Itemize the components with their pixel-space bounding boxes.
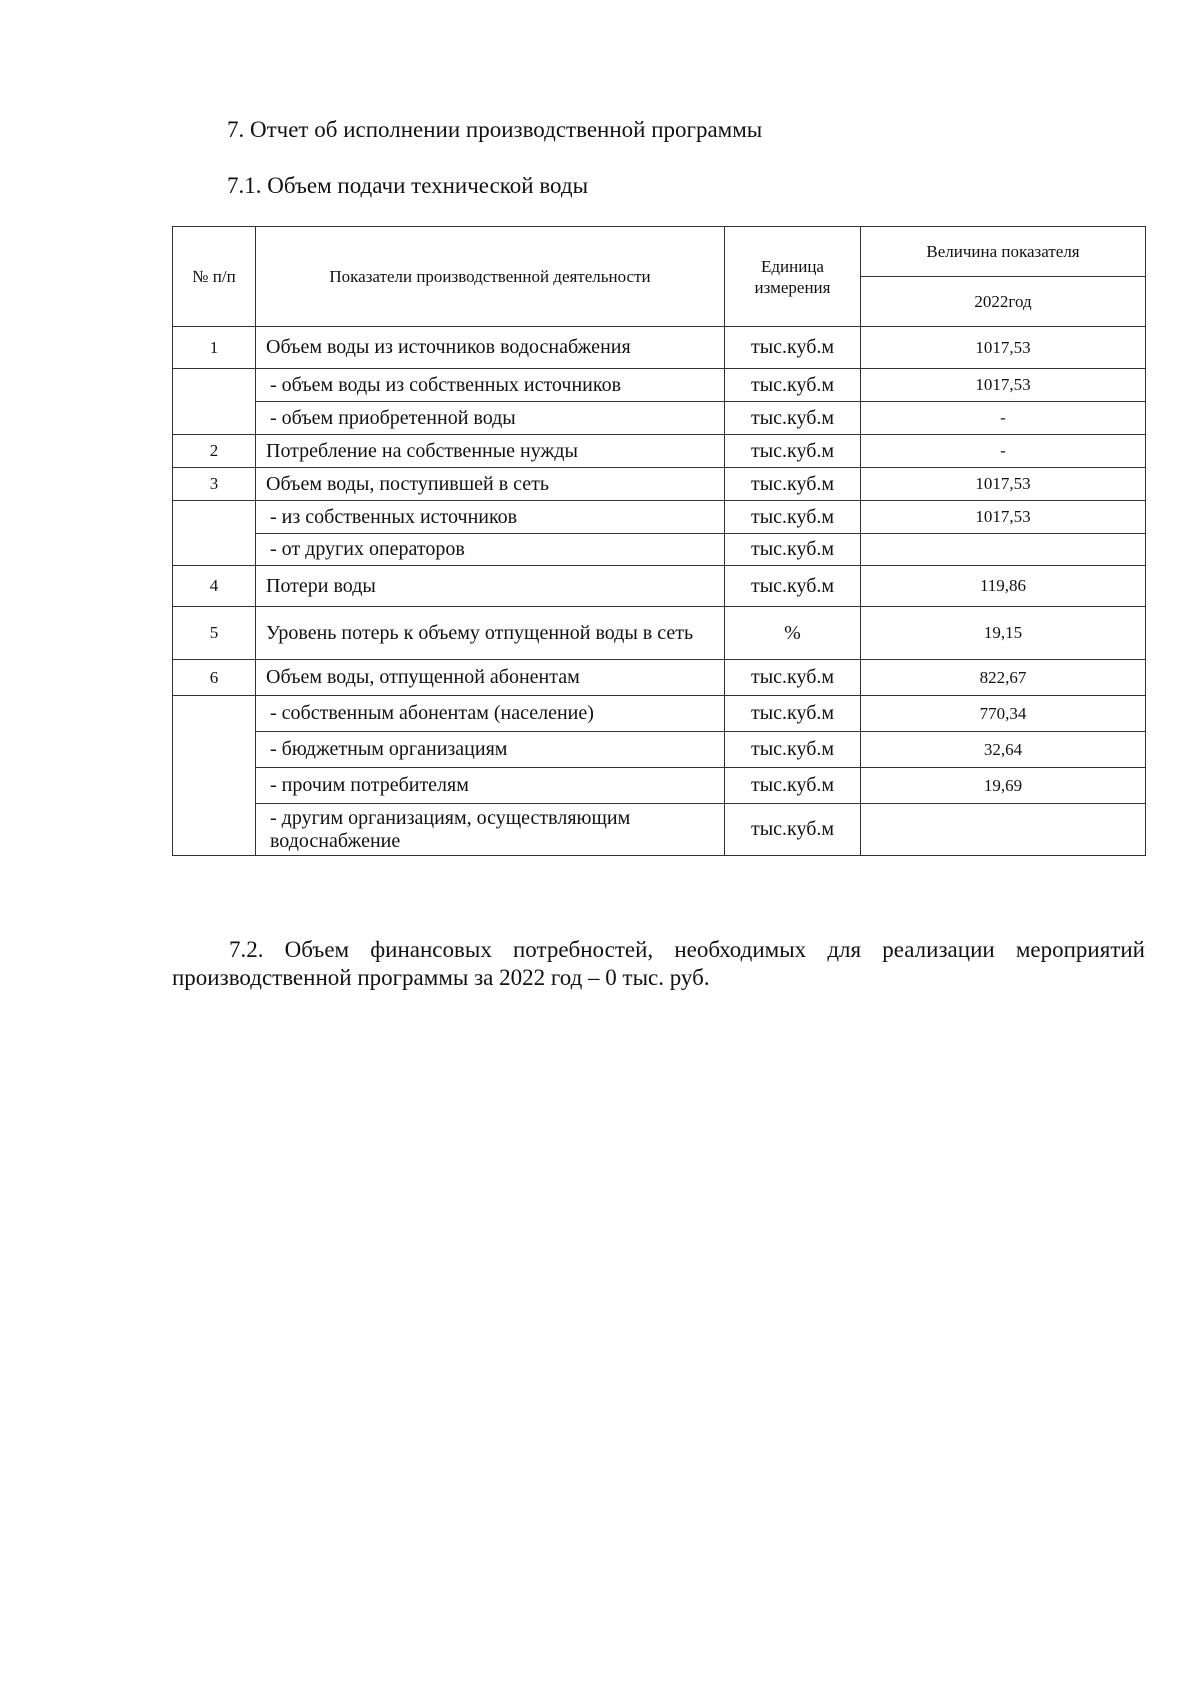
- row-unit: тыс.куб.м: [725, 534, 861, 566]
- row-unit: %: [725, 607, 861, 660]
- row-value: 1017,53: [861, 327, 1146, 369]
- row-indicator: Объем воды, поступившей в сеть: [256, 468, 725, 501]
- row-indicator: Уровень потерь к объему отпущенной воды в сеть: [256, 607, 725, 660]
- row-indicator: - собственным абонентам (население): [256, 696, 725, 732]
- row-unit: тыс.куб.м: [725, 732, 861, 768]
- row-value: -: [861, 435, 1146, 468]
- row-indicator: - объем приобретенной воды: [256, 402, 725, 435]
- row-indicator: - бюджетным организациям: [256, 732, 725, 768]
- row-num: 2: [173, 435, 256, 468]
- table-row: [173, 501, 1146, 534]
- table-row: [173, 768, 1146, 804]
- row-value: 770,34: [861, 696, 1146, 732]
- table-row: [173, 696, 1146, 732]
- header-indicator: Показатели производственной деятельности: [256, 227, 725, 327]
- row-unit: тыс.куб.м: [725, 468, 861, 501]
- table-row: [173, 732, 1146, 768]
- row-indicator: Потери воды: [256, 566, 725, 607]
- row-indicator: - от других операторов: [256, 534, 725, 566]
- table-row: [173, 804, 1146, 856]
- row-value: 19,15: [861, 607, 1146, 660]
- header-unit: Единица измерения: [725, 227, 861, 327]
- row-unit: тыс.куб.м: [725, 435, 861, 468]
- row-num: [173, 696, 256, 856]
- table-row: [173, 369, 1146, 402]
- row-indicator: - объем воды из собственных источников: [256, 369, 725, 402]
- row-unit: тыс.куб.м: [725, 696, 861, 732]
- subsection-heading: 7.1. Объем подачи технической воды: [227, 173, 589, 198]
- row-indicator: Объем воды, отпущенной абонентам: [256, 660, 725, 696]
- row-num: 3: [173, 468, 256, 501]
- production-indicators-table: [172, 226, 1146, 856]
- section-heading: 7. Отчет об исполнении производственной программы: [227, 117, 763, 142]
- table-row: [173, 607, 1146, 660]
- row-value: 119,86: [861, 566, 1146, 607]
- table-row: [173, 435, 1146, 468]
- table-row: [173, 534, 1146, 566]
- row-value: 1017,53: [861, 501, 1146, 534]
- row-unit: тыс.куб.м: [725, 804, 861, 856]
- row-value: 1017,53: [861, 369, 1146, 402]
- header-num: № п/п: [173, 227, 256, 327]
- row-value: 822,67: [861, 660, 1146, 696]
- financial-needs-paragraph: 7.2. Объем финансовых потребностей, необходимых для реализации мероприятий производственной программы за 2022 год – 0 тыс. руб.: [172, 937, 1145, 990]
- table-row: [173, 327, 1146, 369]
- row-value: -: [861, 402, 1146, 435]
- row-unit: тыс.куб.м: [725, 327, 861, 369]
- row-indicator: - другим организациям, осуществляющим водоснабжение: [256, 804, 725, 856]
- row-indicator: Объем воды из источников водоснабжения: [256, 327, 725, 369]
- row-unit: тыс.куб.м: [725, 402, 861, 435]
- row-num: 5: [173, 607, 256, 660]
- row-num: 6: [173, 660, 256, 696]
- row-value: 32,64: [861, 732, 1146, 768]
- table-row: [173, 468, 1146, 501]
- row-num: 4: [173, 566, 256, 607]
- row-unit: тыс.куб.м: [725, 768, 861, 804]
- row-indicator: - из собственных источников: [256, 501, 725, 534]
- table-row: [173, 660, 1146, 696]
- table-body: [173, 327, 1146, 856]
- row-num: 1: [173, 327, 256, 369]
- row-unit: тыс.куб.м: [725, 501, 861, 534]
- row-num: [173, 369, 256, 435]
- header-value-group: Величина показателя: [861, 227, 1146, 277]
- table-row: [173, 402, 1146, 435]
- row-unit: тыс.куб.м: [725, 369, 861, 402]
- row-value: [861, 534, 1146, 566]
- table-header: [173, 227, 1146, 327]
- row-unit: тыс.куб.м: [725, 660, 861, 696]
- row-value: 1017,53: [861, 468, 1146, 501]
- header-year: 2022год: [861, 277, 1146, 327]
- table-row: [173, 566, 1146, 607]
- row-num: [173, 501, 256, 566]
- row-value: 19,69: [861, 768, 1146, 804]
- row-indicator: - прочим потребителям: [256, 768, 725, 804]
- row-indicator: Потребление на собственные нужды: [256, 435, 725, 468]
- row-value: [861, 804, 1146, 856]
- row-unit: тыс.куб.м: [725, 566, 861, 607]
